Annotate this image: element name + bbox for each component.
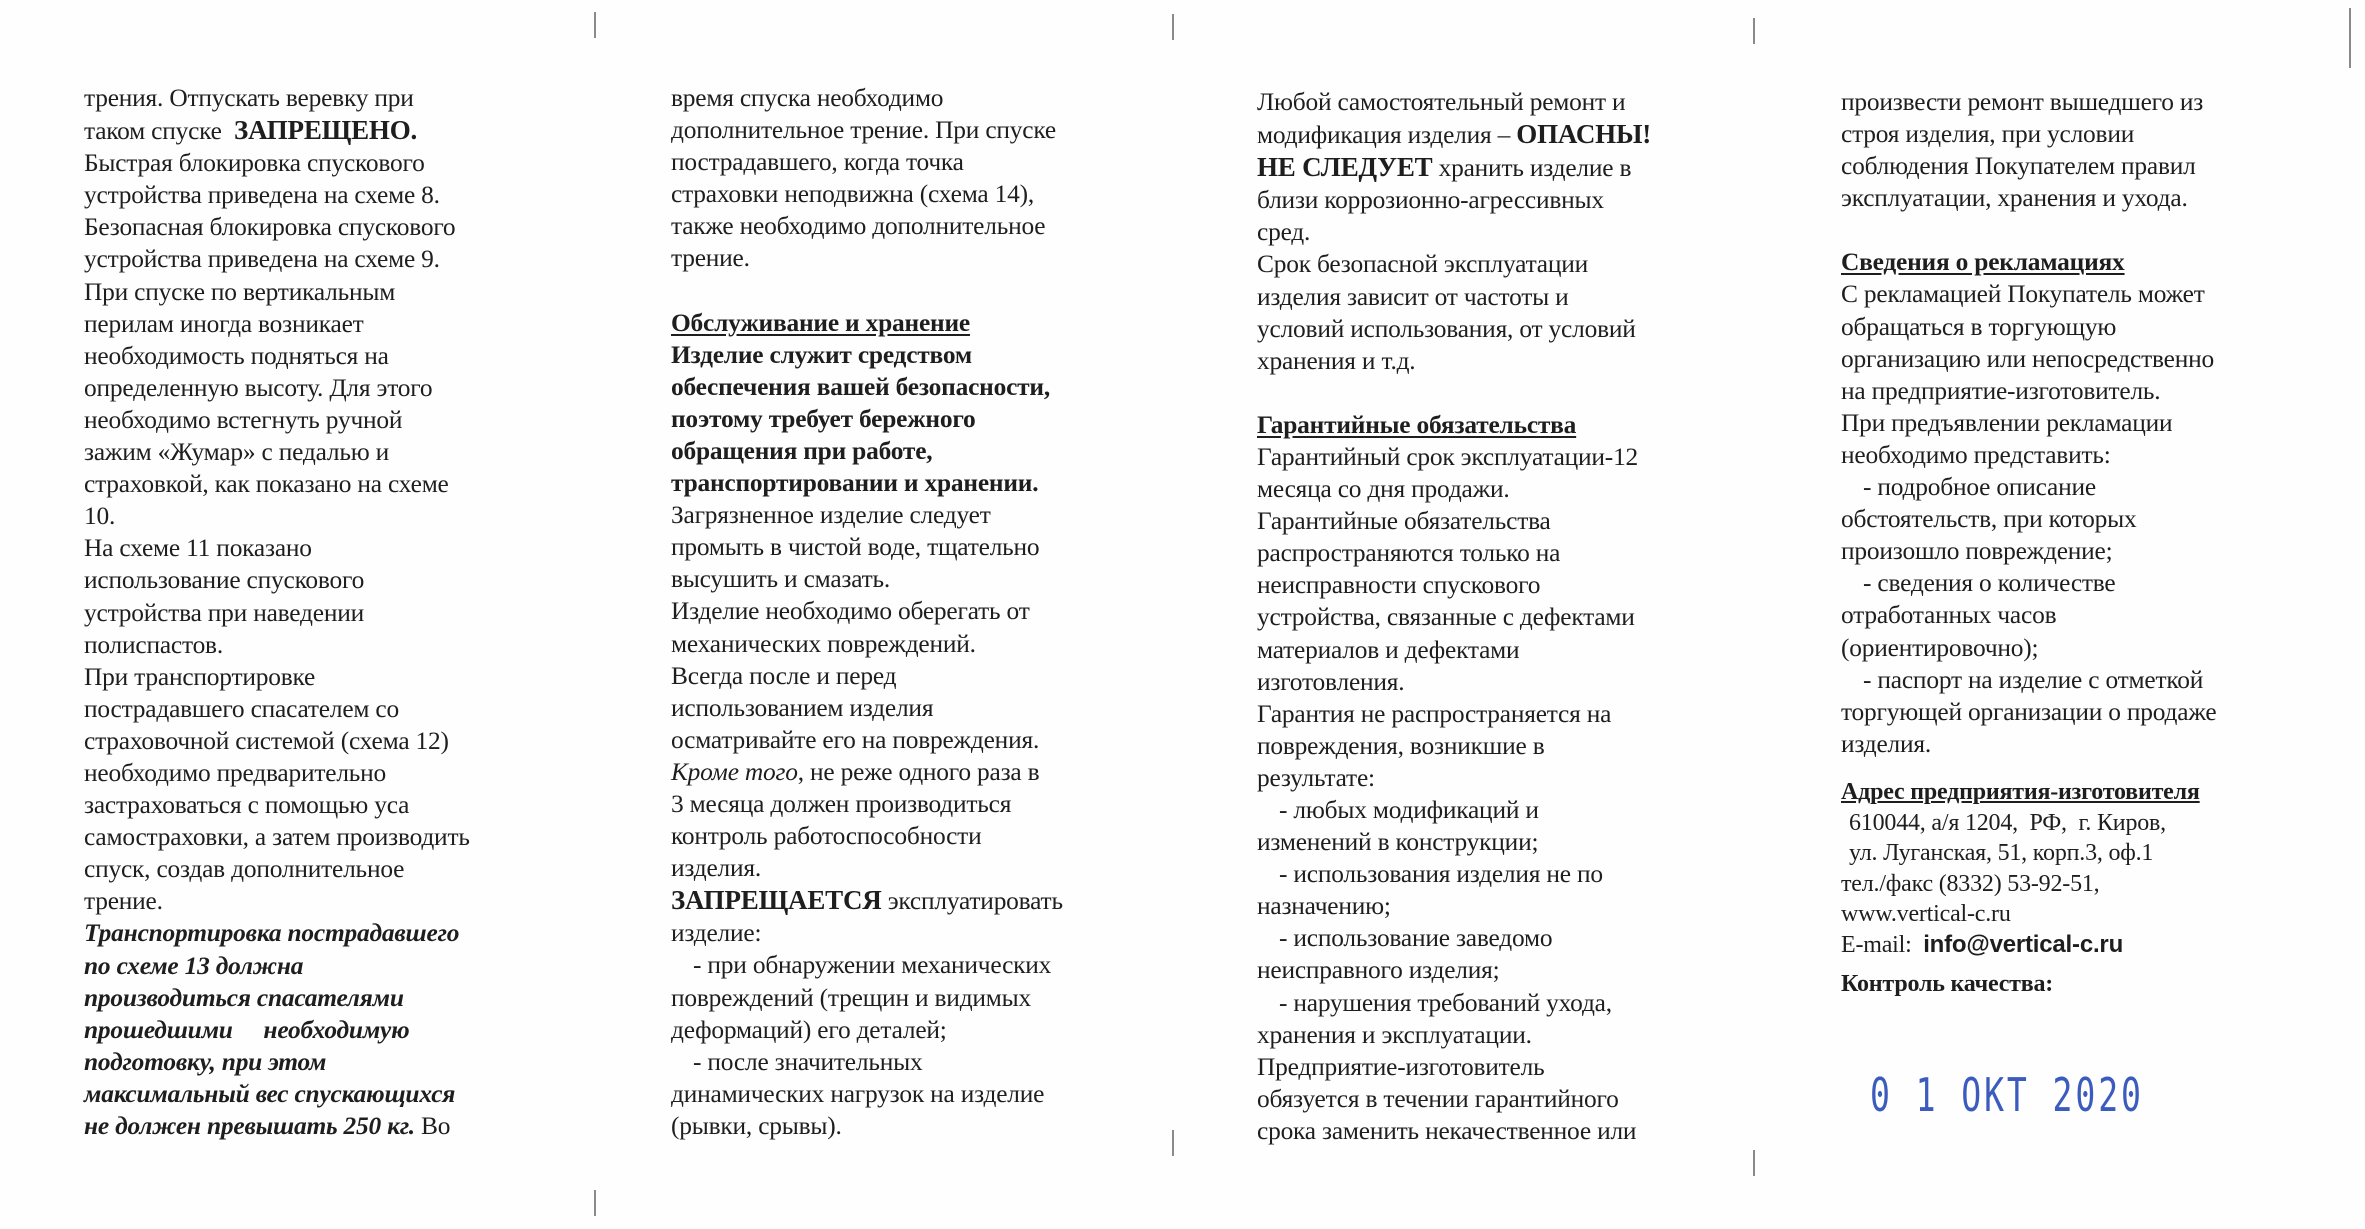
text-line: (ориентировочно); [1841, 633, 2039, 662]
text-line: изготовления. [1257, 667, 1405, 696]
text-line: страховкой, как показано на схеме [84, 470, 449, 499]
text-line: определенную высоту. Для этого [84, 373, 433, 402]
text-line: трения. Отпускать веревку при [84, 84, 414, 112]
text-line: модификация изделия – ОПАСНЫ! [1257, 119, 1652, 150]
text-line: неисправного изделия; [1257, 956, 1500, 985]
warning-line: производиться спасателями [84, 983, 404, 1012]
text-line: обращения при работе, [671, 436, 933, 465]
text-line: обстоятельств, при которых [1841, 505, 2137, 534]
section-heading-maintenance: Обслуживание и хранение [671, 308, 970, 337]
text-line: С рекламацией Покупатель может [1841, 280, 2205, 309]
text-line: трение. [671, 244, 750, 273]
text-line: При спуске по вертикальным [84, 277, 396, 306]
text-line: обращаться в торгующую [1841, 312, 2117, 341]
text-line: Любой самостоятельный ремонт и [1257, 88, 1626, 116]
text-line: близи коррозионно-агрессивных [1257, 186, 1604, 215]
warning-line: подготовку, при этом [84, 1047, 327, 1076]
text-line: распространяются только на [1257, 539, 1561, 568]
text-line: 3 месяца должен производиться [671, 789, 1012, 818]
website-link[interactable]: www.vertical-c.ru [1841, 901, 2011, 928]
text-line: строя изделия, при условии [1841, 120, 2135, 149]
list-item: - подробное описание [1863, 473, 2096, 502]
text-line: пострадавшего спасателем со [84, 694, 399, 723]
warning-line: не должен превышать 250 кг. [84, 1112, 415, 1140]
text-line: Безопасная блокировка спускового [84, 213, 456, 242]
fold-tick [594, 12, 596, 38]
warning-line: Транспортировка пострадавшего [84, 919, 460, 948]
quality-control-label: Контроль качества: [1841, 971, 2054, 998]
text-line: обязуется в течении гарантийного [1257, 1084, 1619, 1113]
text-line: высушить и смазать. [671, 565, 891, 594]
section-heading-warranty: Гарантийные обязательства [1257, 410, 1577, 439]
text-line: устройства при наведении [84, 598, 364, 627]
text-line: изделия. [1841, 729, 1932, 758]
list-item: - использования изделия не по [1279, 860, 1603, 889]
text-line: повреждений (трещин и видимых [671, 983, 1032, 1012]
text-line: контроль работоспособности [671, 822, 982, 851]
warning-line: по схеме 13 должна [84, 951, 304, 980]
text-line: результате: [1257, 763, 1375, 792]
column-4 [1841, 86, 2321, 1001]
list-item: - паспорт на изделие с отметкой [1863, 665, 2204, 694]
text-line: осматривайте его на повреждения. [671, 725, 1040, 754]
fold-tick [594, 1190, 596, 1216]
text-line: произошло повреждение; [1841, 537, 2113, 566]
email-link[interactable]: info@vertical-c.ru [1923, 930, 2124, 958]
date-stamp: 0 1 ОКТ 2020 [1870, 1068, 2144, 1122]
text-line: спуск, создав дополнительное [84, 855, 405, 884]
text-line: Изделие необходимо оберегать от [671, 597, 1030, 626]
text-line: застраховаться с помощью уса [84, 791, 410, 820]
text-line: необходимо представить: [1841, 440, 2111, 469]
text-line: условий использования, от условий [1257, 314, 1636, 343]
fold-tick [1172, 14, 1174, 40]
spacer [1841, 214, 2321, 246]
text-line: использованием изделия [671, 693, 934, 722]
text-line: пострадавшего, когда точка [671, 148, 964, 177]
text-line: Загрязненное изделие следует [671, 501, 991, 530]
text-line: хранения и эксплуатации. [1257, 1020, 1532, 1049]
text-line: При предъявлении рекламации [1841, 408, 2173, 437]
text-line: материалов и дефектами [1257, 635, 1520, 664]
text-line: транспортировании и хранении. [671, 469, 1039, 498]
text-line: эксплуатации, хранения и ухода. [1841, 184, 2188, 213]
text-line: страховочной системой (схема 12) [84, 726, 449, 755]
text-line: обеспечения вашей безопасности, [671, 372, 1051, 401]
spacer [1257, 377, 1717, 409]
phone-fax: тел./факс (8332) 53-92-51, [1841, 870, 2100, 897]
text-line: (рывки, срывы). [671, 1111, 842, 1140]
list-item: - после значительных [693, 1047, 923, 1076]
text-line: Срок безопасной эксплуатации [1257, 250, 1589, 279]
text-line: Гарантия не распространяется на [1257, 699, 1612, 728]
prohibition-word: НЕ СЛЕДУЕТ [1257, 152, 1433, 183]
text-line: трение. [84, 887, 163, 916]
text-line: необходимо предварительно [84, 758, 387, 787]
manufacturer-address-heading: Адрес предприятия-изготовителя [1841, 778, 2200, 805]
text-line: устройства, связанные с дефектами [1257, 603, 1635, 632]
column-3 [1257, 86, 1717, 1147]
text-line: На схеме 11 показано [84, 534, 312, 563]
text-line: соблюдения Покупателем правил [1841, 152, 2196, 181]
text-line: хранения и т.д. [1257, 346, 1416, 375]
text-line: Кроме того, не реже одного раза в [671, 757, 1040, 786]
text-line: изделия зависит от частоты и [1257, 282, 1569, 311]
text-line: назначению; [1257, 892, 1391, 921]
column-2 [671, 82, 1141, 1142]
text-line: механических повреждений. [671, 629, 976, 658]
list-item: - использование заведомо [1279, 924, 1553, 953]
text-line: При транспортировке [84, 662, 316, 691]
fold-tick [1753, 1150, 1755, 1176]
address-line: 610044, а/я 1204, РФ, г. Киров, [1849, 809, 2166, 836]
text-line: организацию или непосредственно [1841, 344, 2214, 373]
text-line: не должен превышать 250 кг. Во [84, 1112, 451, 1140]
text-line: Быстрая блокировка спускового [84, 149, 425, 178]
danger-word: ОПАСНЫ! [1516, 119, 1652, 150]
text-line: время спуска необходимо [671, 84, 944, 112]
text-line: срока заменить некачественное или [1257, 1116, 1637, 1145]
text-line: перилам иногда возникает [84, 309, 364, 338]
warning-line: прошедшими необходимую [84, 1015, 410, 1044]
text-line: Изделие служит средством [671, 340, 972, 369]
text-line: также необходимо дополнительное [671, 212, 1046, 241]
text-line: дополнительное трение. При спуске [671, 116, 1056, 145]
list-item: - сведения о количестве [1863, 569, 2116, 598]
text-line: страховки неподвижна (схема 14), [671, 180, 1035, 209]
text-line: Всегда после и перед [671, 661, 897, 690]
text-line: изменений в конструкции; [1257, 828, 1539, 857]
text-line: поэтому требует бережного [671, 404, 976, 433]
text-line: необходимо встегнуть ручной [84, 405, 403, 434]
text-line: сред. [1257, 218, 1311, 247]
column-1 [84, 82, 534, 1142]
prohibition-word: ЗАПРЕЩЕНО. [234, 115, 418, 146]
text-line: устройства приведена на схеме 8. [84, 181, 440, 210]
text-line: устройства приведена на схеме 9. [84, 245, 440, 274]
list-item: - нарушения требований ухода, [1279, 988, 1612, 1017]
text-line: повреждения, возникшие в [1257, 731, 1545, 760]
text-line: деформаций) его деталей; [671, 1015, 947, 1044]
section-heading-claims: Сведения о рекламациях [1841, 248, 2125, 277]
address-line: ул. Луганская, 51, корп.3, оф.1 [1849, 840, 2154, 867]
text-line: неисправности спускового [1257, 571, 1541, 600]
email-line: E-mail: info@vertical-c.ru [1841, 930, 2124, 958]
text-line: таком спуске ЗАПРЕЩЕНО. [84, 115, 418, 146]
text-line: Гарантийный срок эксплуатации-12 [1257, 442, 1639, 471]
text-line: необходимость подняться на [84, 341, 389, 370]
fold-tick [1172, 1130, 1174, 1156]
list-item: - при обнаружении механических [693, 951, 1052, 980]
warning-line: максимальный вес спускающихся [84, 1079, 456, 1108]
text-line: Предприятие-изготовитель [1257, 1052, 1545, 1081]
text-line: произвести ремонт вышедшего из [1841, 88, 2204, 116]
text-line: месяца со дня продажи. [1257, 475, 1510, 504]
text-line: самостраховки, а затем производить [84, 823, 470, 852]
text-line: изделие: [671, 919, 762, 948]
text-line: динамических нагрузок на изделие [671, 1079, 1045, 1108]
text-line: зажим «Жумар» с педалью и [84, 438, 390, 467]
text-line: промыть в чистой воде, тщательно [671, 533, 1040, 562]
list-item: - любых модификаций и [1279, 795, 1539, 824]
prohibition-word: ЗАПРЕЩАЕТСЯ [671, 885, 882, 916]
fold-tick [1753, 18, 1755, 44]
text-line: отработанных часов [1841, 601, 2057, 630]
fold-tick [2349, 8, 2351, 68]
text-line: НЕ СЛЕДУЕТ хранить изделие в [1257, 152, 1632, 183]
text-line: полиспастов. [84, 630, 223, 659]
text-line: ЗАПРЕЩАЕТСЯ эксплуатировать [671, 885, 1063, 916]
text-line: 10. [84, 502, 116, 531]
text-line: изделия. [671, 854, 762, 883]
text-line: на предприятие-изготовитель. [1841, 376, 2161, 405]
text-line: использование спускового [84, 566, 365, 595]
text-line: Гарантийные обязательства [1257, 507, 1551, 536]
spacer [671, 275, 1141, 307]
text-line: торгующей организации о продаже [1841, 697, 2217, 726]
